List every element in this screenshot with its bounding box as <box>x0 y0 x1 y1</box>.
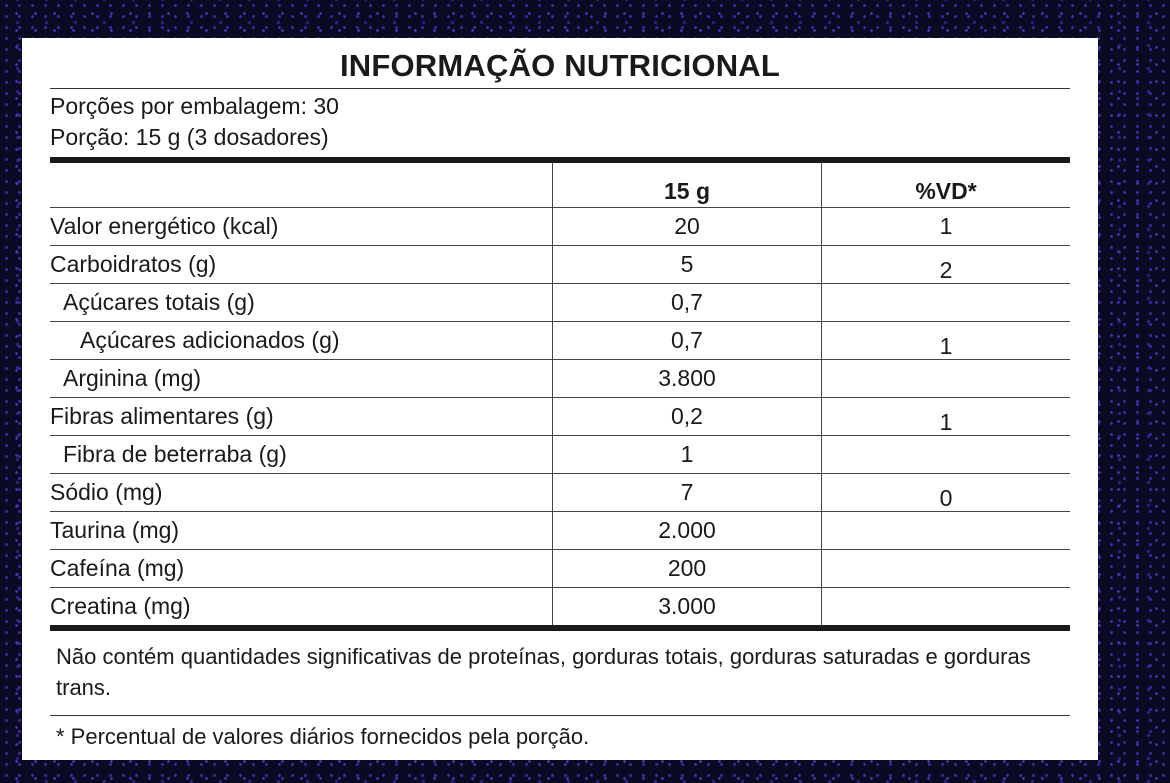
table-row <box>50 436 1070 474</box>
nutrient-dv <box>822 246 1071 284</box>
nutrient-name: Açúcares adicionados (g) <box>50 322 553 360</box>
nutrient-dv <box>822 322 1071 360</box>
label-title: INFORMAÇÃO NUTRICIONAL <box>339 48 781 83</box>
nutrition-label <box>22 38 1098 760</box>
nutrition-label-content <box>50 38 1070 758</box>
nutrient-amount: 0,7 <box>553 284 822 322</box>
nutrient-amount: 1 <box>553 436 822 474</box>
nutrient-name: Sódio (mg) <box>50 474 553 512</box>
table-row <box>50 208 1070 246</box>
nutrient-name: Açúcares totais (g) <box>50 284 553 322</box>
table-row <box>50 398 1070 436</box>
table-row <box>50 284 1070 322</box>
servings-per-package: Porções por embalagem: 30 <box>50 93 339 119</box>
nutrient-amount: 200 <box>553 550 822 588</box>
nutrient-name: Fibras alimentares (g) <box>50 398 553 436</box>
nutrient-amount: 0,7 <box>553 322 822 360</box>
nutrient-amount: 0,2 <box>553 398 822 436</box>
nutrient-amount: 7 <box>553 474 822 512</box>
nutrient-name: Arginina (mg) <box>50 360 553 398</box>
nutrient-name: Creatina (mg) <box>50 588 553 626</box>
nutrient-amount: 2.000 <box>553 512 822 550</box>
table-row <box>50 512 1070 550</box>
nutrient-name: Taurina (mg) <box>50 512 553 550</box>
nutrient-dv: 1 <box>822 208 1071 246</box>
table-row <box>50 588 1070 626</box>
nutrient-amount: 20 <box>553 208 822 246</box>
nutrient-amount: 3.000 <box>553 588 822 626</box>
nutrient-dv-value: 2 <box>939 257 953 283</box>
dv-footnote: * Percentual de valores diários fornecidos pela porção. <box>56 724 590 749</box>
nutrient-amount: 3.800 <box>553 360 822 398</box>
not-significant-note: Não contém quantidades significativas de proteínas, gorduras totais, gorduras saturadas e gorduras trans. <box>56 644 1031 700</box>
nutrition-table <box>50 163 1070 625</box>
nutrient-dv <box>822 436 1071 474</box>
table-row <box>50 360 1070 398</box>
header-nutrient <box>50 163 553 208</box>
table-header-row <box>50 163 1070 208</box>
nutrient-name: Cafeína (mg) <box>50 550 553 588</box>
header-dv: %VD* <box>915 178 977 204</box>
nutrient-dv-value: 0 <box>939 485 953 511</box>
table-row <box>50 322 1070 360</box>
nutrient-name: Valor energético (kcal) <box>50 208 553 246</box>
serving-info <box>50 89 1070 157</box>
nutrient-dv <box>822 474 1071 512</box>
nutrient-dv <box>822 550 1071 588</box>
nutrient-dv-value: 1 <box>939 409 953 435</box>
nutrient-amount: 5 <box>553 246 822 284</box>
nutrient-dv-value: 1 <box>939 333 953 359</box>
nutrient-name: Carboidratos (g) <box>50 246 553 284</box>
nutrient-dv <box>822 588 1071 626</box>
nutrient-dv <box>822 512 1071 550</box>
table-row <box>50 474 1070 512</box>
serving-size: Porção: 15 g (3 dosadores) <box>50 124 329 150</box>
nutrient-name: Fibra de beterraba (g) <box>50 436 553 474</box>
nutrient-dv <box>822 360 1071 398</box>
nutrient-dv <box>822 284 1071 322</box>
table-row <box>50 246 1070 284</box>
header-portion: 15 g <box>553 163 822 208</box>
nutrient-dv <box>822 398 1071 436</box>
table-row <box>50 550 1070 588</box>
